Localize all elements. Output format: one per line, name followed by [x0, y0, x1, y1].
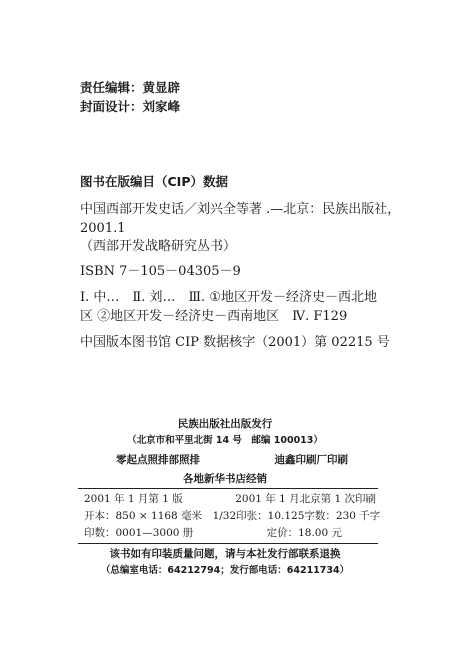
publisher: 民族出版社出版发行	[177, 418, 273, 430]
sheets: 印张：10.125	[236, 510, 305, 522]
cip-subject-line-1: Ⅰ. 中… Ⅱ. 刘… Ⅲ. ①地区开发－经济史－西北地	[80, 290, 377, 305]
editor-credit: 责任编辑：黄显辟	[80, 80, 181, 95]
print-run-row	[84, 528, 342, 539]
edition-row	[84, 494, 376, 505]
printer: 迪鑫印刷厂印刷	[274, 454, 348, 466]
format-row	[84, 510, 381, 522]
publisher-address: （北京市和平里北街 14 号 邮编 100013）	[127, 435, 323, 446]
typesetter: 零起点照排部照排	[116, 454, 200, 466]
cover-design-credit: 封面设计：刘家峰	[80, 99, 181, 114]
print-run: 印数：0001—3000 册	[84, 527, 194, 539]
cip-heading: 图书在版编目（CIP）数据	[80, 174, 228, 189]
cip-core-data-number: 中国版本图书馆 CIP 数据核字（2001）第 02215 号	[80, 335, 390, 350]
cip-series: （西部开发战略研究丛书）	[80, 239, 237, 254]
edition: 2001 年 1 月第 1 版	[84, 493, 183, 505]
production-row	[116, 455, 348, 466]
printing: 2001 年 1 月北京第 1 次印刷	[235, 493, 376, 505]
divider-top	[78, 488, 378, 489]
word-count: 字数：230 千字	[304, 510, 381, 522]
cip-entry-line-1: 中国西部开发史话／刘兴全等著 .—北京：民族出版社，	[80, 202, 401, 217]
divider-bottom	[78, 543, 378, 544]
distributor: 各地新华书店经销	[183, 473, 267, 485]
format: 开本：850 × 1168 毫米 1/32	[84, 510, 237, 522]
price: 定价：18.00 元	[266, 527, 342, 539]
contact-phones: （总编室电话：64212794；发行部电话：64211734）	[100, 565, 350, 576]
cip-subject-line-2: 区 ②地区开发－经济史－西南地区 Ⅳ. F129	[80, 309, 348, 324]
quality-notice: 该书如有印装质量问题，请与本社发行部联系退换	[109, 548, 341, 560]
cip-isbn: ISBN 7－105－04305－9	[80, 264, 241, 279]
cip-entry-line-2: 2001.1	[80, 221, 126, 236]
